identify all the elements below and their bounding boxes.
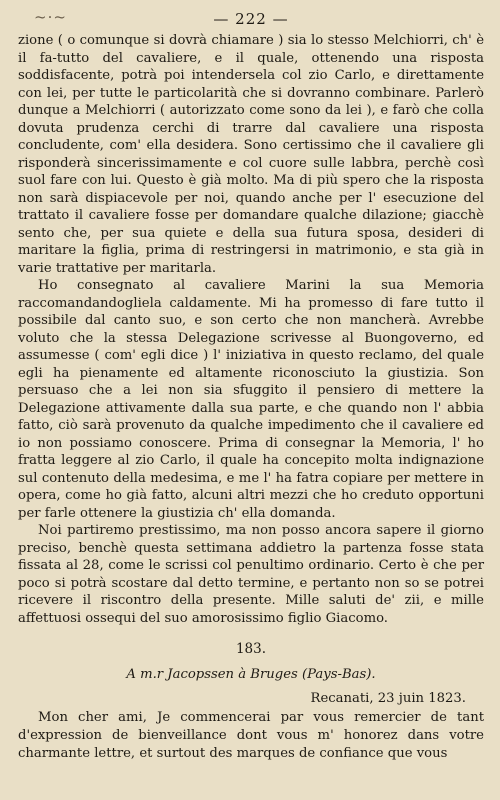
page-number: — 222 — [213, 10, 289, 28]
page-header [18, 10, 484, 32]
paragraph: Ho consegnato al cavaliere Marini la sua Memoria raccomandandogliela caldamente. Mi ha promesso di fare tutto il possibile dal canto suo, e son certo che non mancherà. Avrebbe voluto che la stessa Delegazione scrivesse al Buongoverno, ed assumesse ( com' egli dice ) l' iniziativa in questo reclamo, del quale egli ha pienamente ed altamente riconosciuto la giustizia. Son persuaso che a lei non sia sfuggito il pensiero di mettere la Delegazione attivamente dalla sua parte, e che quando non l' abbia fatto, ciò sarà provenuto da qualche impedimento che il cavaliere ed io non possiamo conoscere. Prima di consegnar la Memoria, l' ho fratta leggere al zio Carlo, il quale ha concepito molta indignazione sul contenuto della medesima, e me l' ha fatra copiare per mettere in opera, come ho già fatto, alcuni altri mezzi che ho creduto opportuni per farle ottenere la giustizia ch' ella domanda. [18, 278, 484, 521]
letter-address: A m.r Jacopssen à Bruges (Pays-Bas). [126, 667, 376, 682]
letter-body-italian [18, 32, 484, 627]
paragraph: zione ( o comunque si dovrà chiamare ) sia lo stesso Melchiorri, ch' è il fa-tutto del cavaliere, e il quale, ottenendo una risposta soddisfacente, potrà poi intendersela col zio Carlo, e direttamente con lei, per tutte le particolarità che si dovranno combinare. Parlerò dunque a Melchiorri ( autorizzato come sono da lei ), e farò che colla dovuta prudenza cerchi di trarre dal cavaliere una risposta concludente, com' ella desidera. Sono certissimo che il cavaliere gli risponderà sincerissimamente e col cuore sulle labbra, perchè così suol fare con lui. Questo è già molto. Ma di più spero che la risposta non sarà dispiacevole per noi, quando anche per l' esecuzione del trattato il cavaliere fosse per domandare qualche dilazione; giacchè sento che, per sua quiete e della sua futura sposa, desideri di maritare la figlia, prima di restringersi in matrimonio, e sta già in varie trattative per maritarla. [18, 33, 484, 276]
letter-body-french [18, 709, 484, 763]
paragraph: Noi partiremo prestissimo, ma non posso ancora sapere il giorno preciso, benchè questa settimana addietro la partenza fosse stata fissata al 28, come le scrissi col penultimo ordinario. Certo è che per poco si potrà scostare dal detto termine, e pertanto non so se potrei ricevere il riscontro della presente. Mille saluti de' zii, e mille affettuosi ossequi del suo amorosissimo figlio Giacomo. [18, 523, 484, 626]
book-page [18, 10, 484, 763]
letter-date: Recanati, 23 juin 1823. [310, 691, 466, 706]
ink-mark: ~·~ [34, 8, 67, 26]
paragraph: Mon cher ami, Je commencerai par vous remercier de tant d'expression de bienveillance dont vous m' honorez dans votre charmante lettre, et surtout des marques de confiance que vous [18, 710, 484, 761]
letter-number: 183. [235, 641, 267, 657]
